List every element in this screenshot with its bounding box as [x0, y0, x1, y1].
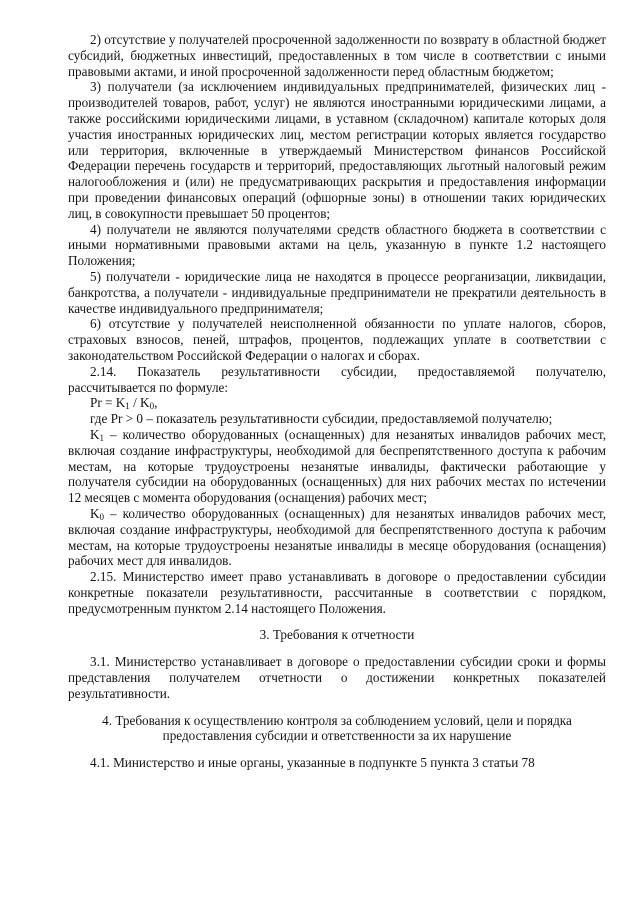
k1-subscript: 1: [99, 432, 105, 443]
formula-sub-0: 0: [149, 401, 155, 412]
formula-sub-1: 1: [125, 401, 130, 412]
section-4-heading-line-2: предоставления субсидии и ответственности за их нарушение: [162, 728, 512, 744]
formula-end: ,: [154, 395, 158, 411]
k1-description: – количество оборудованных (оснащенных) для незанятых инвалидов рабочих мест, включая создание инфраструктуры, необходимой для беспрепятственного доступа к рабочим местам, на которые трудоустроены незанятые инвалиды, фактически работающие у получателя субсидии на оборудованных (оснащенных) для них рабочих местах по истечении 12 месяцев с момента оборудования (оснащения) рабочих мест;: [68, 426, 606, 506]
paragraph-item-6: 6) отсутствие у получателей неисполненной обязанности по уплате налогов, сборов, страховых взносов, пеней, штрафов, процентов, подлежащих уплате в соответствии с законодательством Российской Федерации о налогах и сборах.: [68, 316, 606, 363]
section-4-heading-line-1: 4. Требования к осуществлению контроля за соблюдением условий, цели и порядка: [102, 712, 572, 728]
k0-description: – количество оборудованных (оснащенных) для незанятых инвалидов рабочих мест, включая создание инфраструктуры, необходимой для беспрепятственного доступа к рабочим местам, на которые трудоустроены незанятые инвалиды в месяце оборудования (оснащения) рабочих мест для инвалидов.: [68, 505, 606, 569]
paragraph-4-1: 4.1. Министерство и иные органы, указанные в подпункте 5 пункта 3 статьи 78: [90, 755, 535, 771]
paragraph-2-14: 2.14. Показатель результативности субсидии, предоставляемой получателю, рассчитывается по формуле:: [68, 363, 606, 395]
paragraph-2-15: 2.15. Министерство имеет право устанавливать в договоре о предоставлении субсидии конкретные показатели результативности, рассчитанные в соответствии с порядком, предусмотренным пунктом 2.14 настоящего Положения.: [68, 569, 606, 616]
section-3-heading: 3. Требования к отчетности: [259, 627, 415, 643]
paragraph-3-1: 3.1. Министерство устанавливает в договоре о предоставлении субсидии сроки и формы представления получателем отчетности о достижении конкретных показателей результативности.: [68, 654, 606, 701]
k1-variable: K: [90, 426, 100, 442]
paragraph-item-3: 3) получатели (за исключением индивидуальных предпринимателей, физических лиц - производителей товаров, работ, услуг) не являются иностранными юридическими лицами, а также российскими юридическими лицами, в уставном (складочном) капитале которых доля участия иностранных юридических лиц, местом регистрации которых является государство или территория, включенные в утверждаемый Министерством финансов Российской Федерации перечень государств и территорий, предоставляющих льготный налоговый режим налогообложения и (или) не предусматривающих раскрытия и предоставления информации при проведении финансовых операций (офшорные зоны) в отношении таких юридических лиц, в совокупности превышает 50 процентов;: [68, 79, 606, 221]
definition-k1: [68, 427, 606, 506]
formula-lhs: Pr = K: [90, 395, 126, 411]
definition-pr: где Pr > 0 – показатель результативности субсидии, предоставляемой получателю;: [90, 411, 553, 427]
paragraph-item-5: 5) получатели - юридические лица не находятся в процессе реорганизации, ликвидации, банкротства, а получатели - индивидуальные предприниматели не прекратили деятельность в качестве индивидуального предпринимателя;: [68, 268, 606, 316]
formula: [68, 395, 606, 411]
k0-variable: K: [90, 505, 100, 521]
paragraph-item-2: 2) отсутствие у получателей просроченной задолженности по возврату в областной бюджет субсидий, бюджетных инвестиций, предоставленных в том числе в соответствии с иными правовыми актами, и иной просроченной задолженности перед областным бюджетом;: [68, 32, 606, 79]
formula-mid: / K: [129, 395, 150, 411]
definition-k0: [68, 506, 606, 569]
k0-subscript: 0: [99, 511, 105, 522]
paragraph-item-4: 4) получатели не являются получателями средств областного бюджета в соответствии с иными нормативными правовыми актами на цель, указанную в пункте 1.2 настоящего Положения;: [68, 221, 606, 269]
